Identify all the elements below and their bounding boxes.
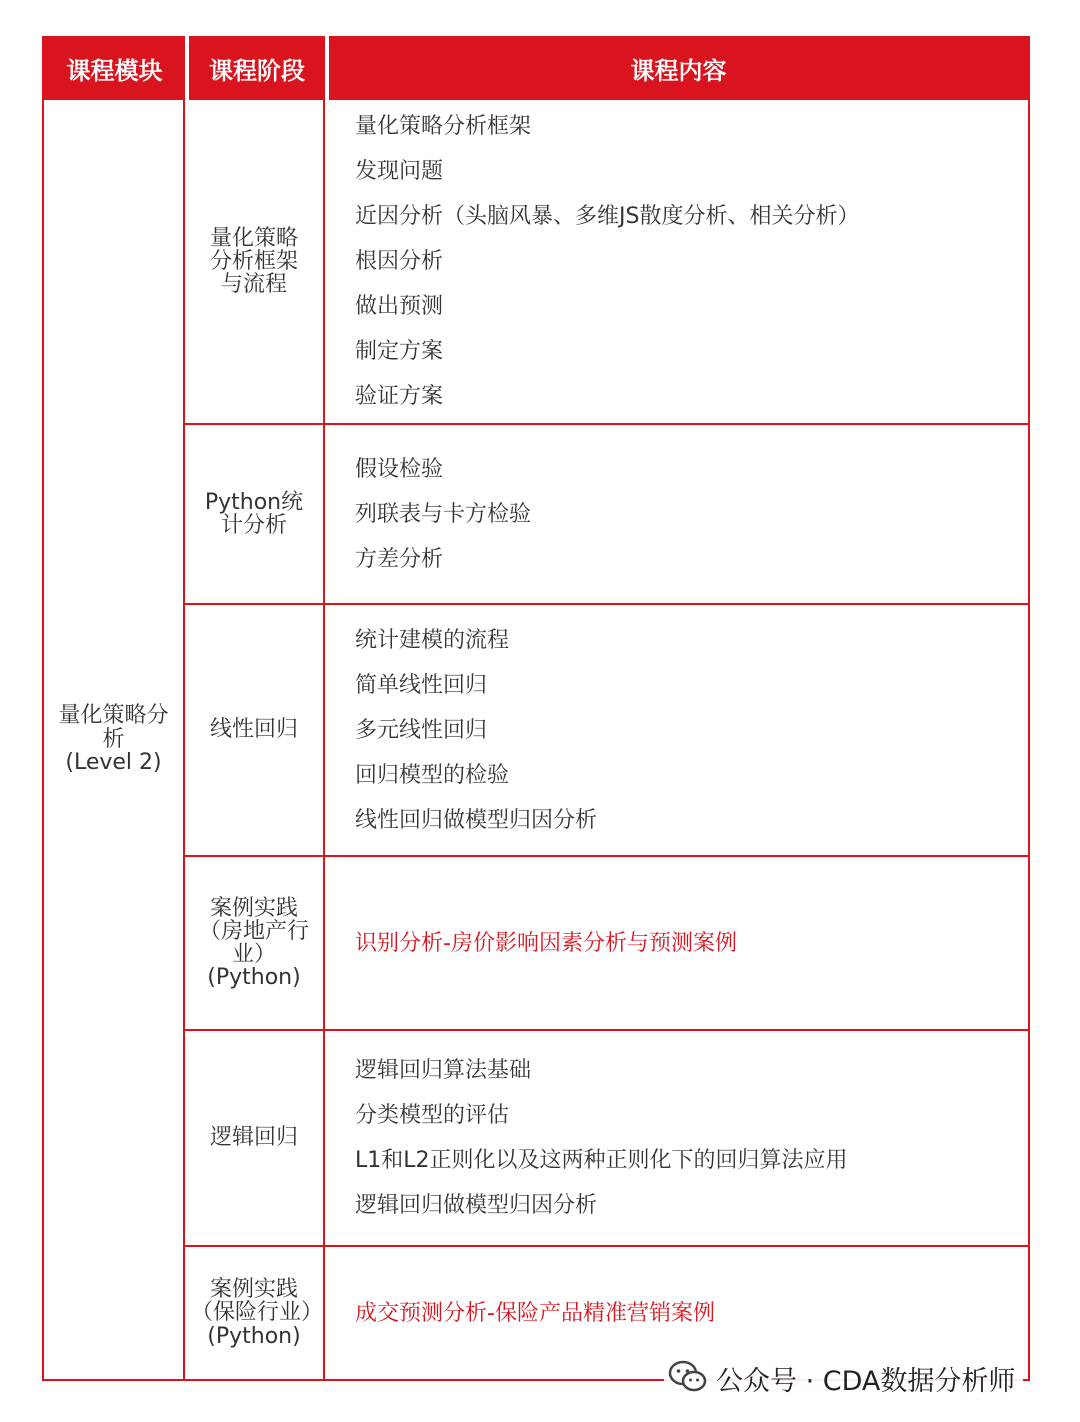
content-item: 验证方案 [355, 384, 444, 409]
content-cell [325, 1031, 1028, 1247]
module-cell [44, 100, 185, 1379]
content-item: 根因分析 [355, 249, 444, 274]
content-item: 回归模型的检验 [355, 762, 510, 788]
content-item: 制定方案 [355, 339, 444, 364]
content-cell [325, 425, 1028, 605]
watermark-text: 公众号 · CDA数据分析师 [716, 1365, 1016, 1397]
stage-cell [185, 1247, 325, 1379]
watermark [664, 1356, 1023, 1400]
content-item: 假设检验 [355, 456, 444, 482]
content-item: 成交预测分析-保险产品精准营销案例 [355, 1300, 715, 1326]
content-cell [325, 857, 1028, 1031]
content-item: 近因分析（头脑风暴、多维JS散度分析、相关分析） [355, 204, 860, 229]
content-item: 做出预测 [355, 294, 444, 319]
content-item: 发现问题 [355, 159, 444, 184]
content-item: 逻辑回归算法基础 [355, 1058, 532, 1083]
header-course-content: 课程内容 [325, 36, 1028, 100]
stage-cell [185, 1031, 325, 1247]
stage-label: 量化策略 分析框架 与流程 [209, 225, 298, 298]
content-item: L1和L2正则化以及这两种正则化下的回归算法应用 [355, 1148, 848, 1173]
stage-cell [185, 425, 325, 605]
content-item: 量化策略分析框架 [355, 114, 532, 139]
stage-label: 案例实践 （房地产行 业） (Python) [198, 895, 309, 991]
content-item: 分类模型的评估 [355, 1103, 510, 1128]
course-table [42, 36, 1030, 1381]
module-label: 量化策略分析 (Level 2) [58, 702, 169, 776]
content-item: 逻辑回归做模型归因分析 [355, 1193, 598, 1218]
wechat-icon [668, 1359, 708, 1397]
content-item: 方差分析 [355, 546, 444, 572]
content-cell [325, 605, 1028, 857]
stage-label: 逻辑回归 [209, 1125, 298, 1151]
content-item: 简单线性回归 [355, 672, 488, 698]
stage-label: 线性回归 [209, 717, 298, 743]
content-item: 线性回归做模型归因分析 [355, 807, 598, 833]
stage-label: Python统 计分析 [204, 489, 304, 538]
stage-label: 案例实践 （保险行业） (Python) [191, 1277, 324, 1349]
content-item: 统计建模的流程 [355, 627, 510, 653]
stage-cell [185, 605, 325, 857]
stage-cell [185, 100, 325, 425]
content-cell [325, 100, 1028, 425]
content-item: 识别分析-房价影响因素分析与预测案例 [355, 930, 737, 956]
content-item: 列联表与卡方检验 [355, 501, 532, 527]
header-course-stage: 课程阶段 [185, 36, 325, 100]
stage-cell [185, 857, 325, 1031]
content-item: 多元线性回归 [355, 717, 488, 743]
header-course-module: 课程模块 [44, 36, 185, 100]
